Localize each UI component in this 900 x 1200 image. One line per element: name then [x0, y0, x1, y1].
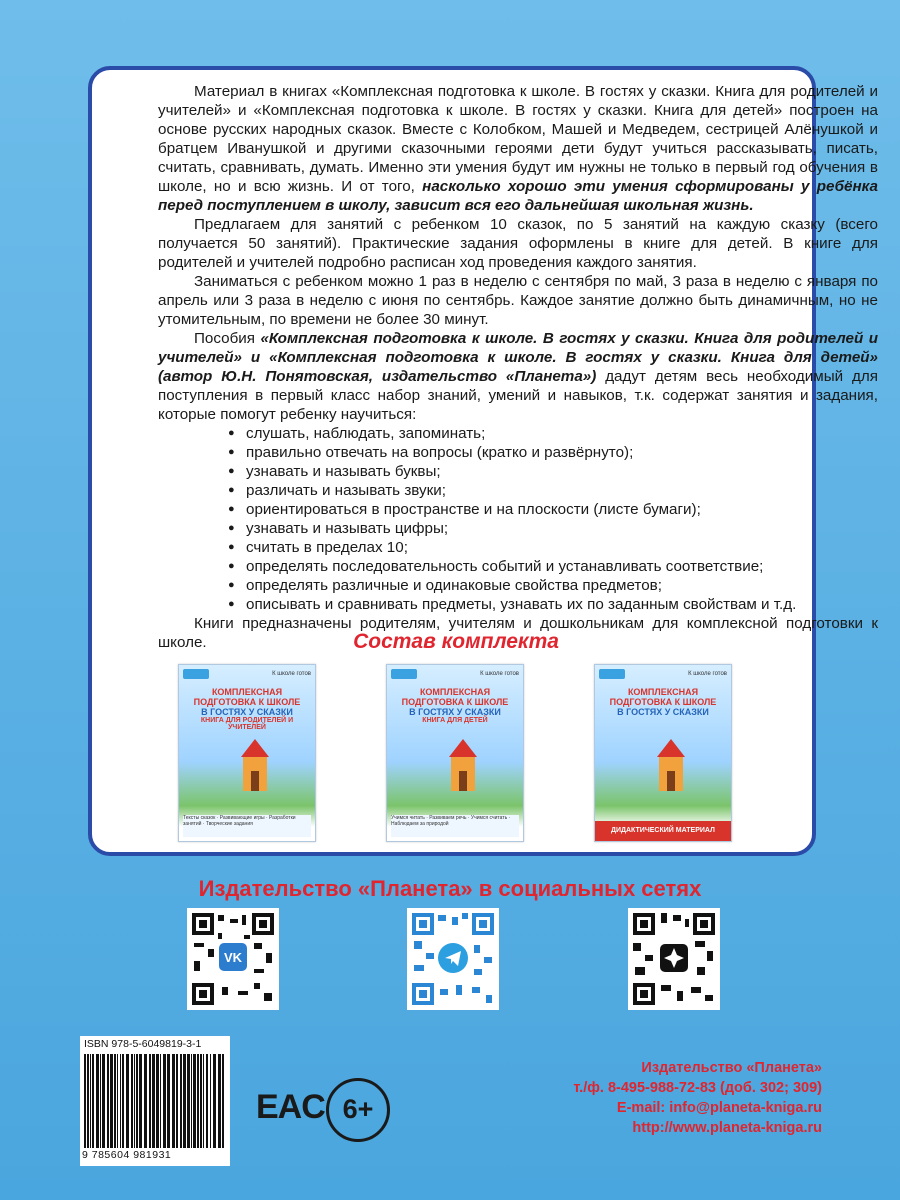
publisher-phone: т./ф. 8-495-988-72-83 (доб. 302; 309): [573, 1080, 822, 1096]
paragraph-3: Заниматься с ребенком можно 1 раз в неделю с сентября по май, 3 раза в неделю с января по апрель или 3 раза в неделю с июня по сентябрь. Каждое занятие должно быть динамичным, но не утомительным, по времени не более 30 минут.: [158, 273, 878, 328]
barcode-number: 9 785604 981931: [82, 1149, 172, 1161]
publisher-logo-icon: [391, 669, 417, 679]
series-tag: К школе готов: [688, 671, 727, 677]
paragraph-4-emphasis: «Комплексная подготовка к школе. В гостях у сказки. Книга для родителей и учителей» и «Комплексная подготовка к школе. В гостях у сказки. Книга для детей» (автор Ю.Н. Понятовская, издательство «Планета»): [158, 330, 878, 385]
kit-books: [92, 664, 820, 844]
book-subtitle: В ГОСТЯХ У СКАЗКИ: [201, 707, 293, 717]
qr-code-icon: [408, 909, 498, 1009]
list-item: ● считать в пределах 10;: [228, 538, 878, 557]
svg-text:VK: VK: [223, 950, 243, 965]
list-item: ● описывать и сравнивать предметы, узнавать их по заданным свойствам и т.д.: [228, 595, 878, 614]
list-item: ● определять различные и одинаковые свойства предметов;: [228, 576, 878, 595]
list-item: ● узнавать и называть цифры;: [228, 519, 878, 538]
publisher-logo-icon: [599, 669, 625, 679]
book-cover-parents: [178, 664, 316, 842]
list-item: ● правильно отвечать на вопросы (кратко и развёрнуто);: [228, 443, 878, 462]
list-item: ● узнавать и называть буквы;: [228, 462, 878, 481]
list-item: ● слушать, наблюдать, запоминать;: [228, 424, 878, 443]
book-subtitle: В ГОСТЯХ У СКАЗКИ: [409, 707, 501, 717]
paragraph-1: [158, 82, 878, 215]
paragraph-1-text: Материал в книгах «Комплексная подготовка к школе. В гостях у сказки. Книга для родителей и учителей» и «Комплексная подготовка к школе. В гостях у сказки. Книга для детей» построен на основе русских народных сказок. Вместе с Колобком, Машей и Медведем, сестрицей Алёнушкой и братцем Иванушкой и другими сказочными героями дети будут учиться рассказывать, писать, считать, сравнивать, думать. Именно эти умения будут им нужны не только в первый год обучения в школе, но и всю жизнь. И от того,: [158, 83, 878, 195]
list-item: ● определять последовательность событий и устанавливать соответствие;: [228, 557, 878, 576]
paragraph-2: Предлагаем для занятий с ребенком 10 сказок, по 5 занятий на каждую сказку (всего получается 50 занятий). Практические задания оформлены в книге для детей. В книге для родителей и учителей подробно расписан ход проведения каждого занятия.: [158, 216, 878, 271]
paragraph-5: Книги предназначены родителям, учителям и дошкольникам для комплексной подготовки к школе.: [158, 615, 878, 651]
publisher-name: Издательство «Планета»: [641, 1060, 822, 1076]
castle-icon: [235, 735, 275, 795]
publisher-email[interactable]: E-mail: info@planeta-kniga.ru: [616, 1100, 822, 1116]
eac-mark-icon: EAC: [256, 1088, 325, 1126]
publisher-contacts: [573, 1058, 822, 1138]
skills-list: [158, 424, 878, 614]
book-edition: КНИГА ДЛЯ ДЕТЕЙ: [422, 717, 488, 724]
book-title: КОМПЛЕКСНАЯ ПОДГОТОВКА К ШКОЛЕ: [401, 687, 509, 707]
paragraph-4-lead: Пособия: [194, 330, 255, 347]
publisher-website[interactable]: http://www.planeta-kniga.ru: [632, 1120, 822, 1136]
barcode-icon: [82, 1054, 228, 1148]
series-tag: К школе готов: [272, 671, 311, 677]
paragraph-4-tail: дадут детям весь необходимый для поступления в первый класс набор знаний, умений и навыков, т.к. содержат занятия и задания, которые помогут ребенку научиться:: [158, 368, 878, 423]
castle-icon: [443, 735, 483, 795]
book-edition: КНИГА ДЛЯ РОДИТЕЛЕЙ И УЧИТЕЛЕЙ: [200, 717, 294, 731]
castle-icon: [651, 735, 691, 795]
book-title: КОМПЛЕКСНАЯ ПОДГОТОВКА К ШКОЛЕ: [193, 687, 301, 707]
description-panel: [88, 66, 878, 856]
age-rating-badge: 6+: [326, 1078, 390, 1142]
social-title: Издательство «Планета» в социальных сетях: [198, 876, 702, 901]
qr-code-dzen[interactable]: [628, 908, 720, 1010]
book-title: КОМПЛЕКСНАЯ ПОДГОТОВКА К ШКОЛЕ: [609, 687, 717, 707]
qr-code-icon: [188, 909, 278, 1009]
paragraph-4: [158, 329, 878, 424]
book-footer: Тексты сказок · Развивающие игры · Разработки занятий · Творческие задания: [183, 815, 311, 837]
qr-code-vk[interactable]: [187, 908, 279, 1010]
list-item: ● различать и называть звуки;: [228, 481, 878, 500]
book-cover-didactic: [594, 664, 732, 842]
list-item: ● ориентироваться в пространстве и на плоскости (листе бумаги);: [228, 500, 878, 519]
qr-code-telegram[interactable]: [407, 908, 499, 1010]
book-subtitle: В ГОСТЯХ У СКАЗКИ: [617, 707, 709, 717]
isbn-number: ISBN 978-5-6049819-3-1: [84, 1038, 202, 1050]
isbn-barcode: [80, 1036, 230, 1166]
publisher-logo-icon: [183, 669, 209, 679]
book-cover-children: [386, 664, 524, 842]
book-footer: ДИДАКТИЧЕСКИЙ МАТЕРИАЛ: [595, 821, 731, 841]
kit-heading: Состав комплекта: [353, 630, 559, 653]
paragraph-1-emphasis: насколько хорошо эти умения сформированы у ребёнка перед поступлением в школу, зависит вся его дальнейшая школьная жизнь.: [158, 178, 878, 214]
book-footer: Учимся читать · Развиваем речь · Учимся считать · Наблюдаем за природой: [391, 815, 519, 837]
qr-code-icon: [629, 909, 719, 1009]
description-text: [158, 82, 878, 652]
series-tag: К школе готов: [480, 671, 519, 677]
